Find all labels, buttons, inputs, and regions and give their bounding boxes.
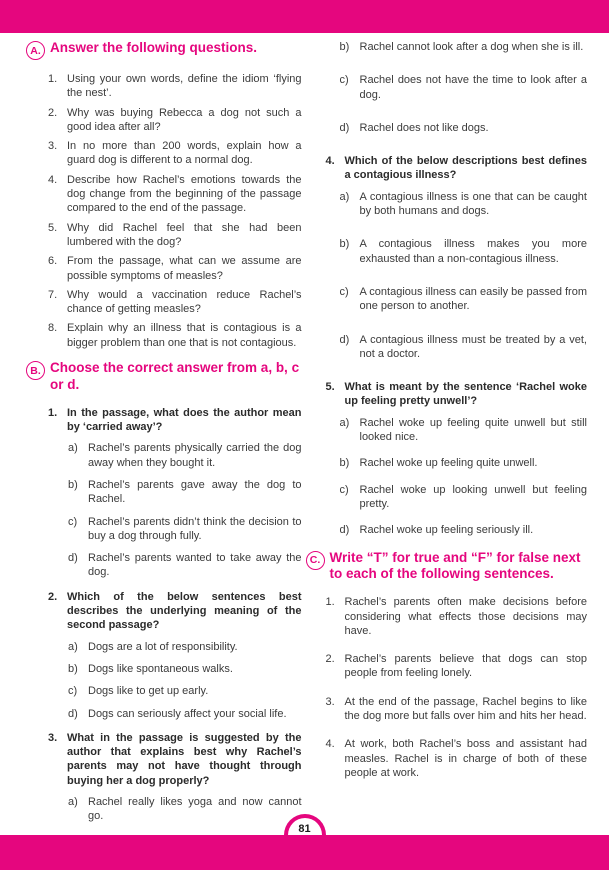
sentence-number: 4. [325,738,335,751]
option-letter: d) [68,707,78,720]
sentence-text: At the end of the passage, Rachel begins to like the dog more but falls over him and hits her head. [344,695,587,723]
left-column [30,40,302,832]
option-letter: c) [339,285,349,298]
question-text: Which of the below descriptions best defines a contagious illness? [344,155,587,182]
b4-option-a [340,190,588,219]
option-letter: a) [68,796,78,809]
question-text: Explain why an illness that is contagious is a bigger problem than one that is not contagious. [67,322,302,349]
option-letter: d) [339,333,350,346]
option-text: Rachel woke up feeling quite unwell. [359,457,538,470]
section-c-header [306,550,588,584]
option-letter: a) [68,442,78,455]
question-number: 7. [48,288,58,301]
question-text: What is meant by the sentence ‘Rachel woke up feeling pretty unwell’? [344,381,587,408]
question-number: 5. [48,221,58,234]
option-letter: b) [339,238,350,251]
sentence-number: 1. [325,596,335,609]
question-number: 1. [48,73,58,85]
option-text: Rachel’s parents wanted to take away the dog. [88,552,302,579]
section-c-sentence-1 [326,595,588,638]
option-text: Rachel’s parents didn’t think the decision to buy a dog through fully. [88,515,302,542]
section-a-letter-badge: A. [26,41,45,60]
option-letter: a) [68,640,78,653]
option-text: Dogs like to get up early. [88,685,209,698]
section-a-question-7 [48,288,302,317]
top-border-bar [0,0,609,33]
section-a-title: Answer the following questions. [50,40,258,55]
b3-option-c [340,73,588,102]
b4-option-b [340,237,588,266]
option-letter: a) [339,190,350,203]
question-number: 4. [325,155,335,168]
b1-option-c [68,515,302,544]
option-text: Rachel cannot look after a dog when she is ill. [359,41,584,53]
question-number: 5. [325,381,335,394]
section-c-sentence-3 [326,695,588,724]
question-number: 2. [48,106,58,119]
option-text: A contagious illness makes you more exhausted than a non-contagious illness. [359,238,587,265]
section-b-question-5 [326,380,588,409]
section-a-question-2 [48,106,302,135]
sentence-text: Rachel’s parents believe that dogs can stop people from feeling lonely. [344,653,587,680]
b3-option-a [68,795,302,824]
option-text: Rachel woke up feeling seriously ill. [359,524,534,537]
bottom-border-bar [0,835,609,870]
section-c-letter-badge: C. [306,551,325,570]
option-text: A contagious illness is one that can be caught by both humans and dogs. [359,190,587,218]
b4-option-d [340,333,588,362]
section-a-question-6 [48,254,302,283]
section-b-question-3 [48,731,302,788]
question-text: Using your own words, define the idiom ‘flying the nest’. [67,73,302,100]
option-letter: d) [339,524,350,537]
option-letter: a) [339,416,350,429]
question-number: 1. [48,406,58,419]
section-c-title: Write “T” for true and “F” for false next to each of the following sentences. [329,549,581,582]
section-b-title: Choose the correct answer from a, b, c or d. [50,360,300,392]
section-b-letter-badge: B. [26,361,45,380]
b1-option-b [68,478,302,507]
option-text: Rachel woke up feeling quite unwell but still looked nice. [359,416,587,444]
question-number: 2. [48,590,58,603]
b5-option-c [340,483,588,512]
option-text: Rachel really likes yoga and now cannot go. [88,796,302,823]
b1-option-d [68,551,302,580]
option-text: Rachel woke up looking unwell but feeling pretty. [359,483,587,510]
option-letter: b) [68,478,78,491]
question-text: In the passage, what does the author mean by ‘carried away’? [67,406,302,434]
question-text: In no more than 200 words, explain how a guard dog is different to a normal dog. [67,140,302,167]
question-text: Which of the below sentences best describes the underlying meaning of the second passage? [67,590,302,632]
section-a-question-3 [48,139,302,168]
section-a-question-5 [48,221,302,250]
section-b-header [26,360,302,394]
question-number: 3. [48,731,58,744]
section-a-question-8 [48,321,302,350]
sentence-number: 2. [325,653,335,666]
sentence-text: Rachel’s parents often make decisions before considering what effects those decisions may have. [344,596,587,637]
option-letter: b) [339,41,350,53]
option-text: Rachel’s parents physically carried the dog away when they bought it. [88,442,302,469]
b2-option-c [68,684,302,698]
b1-option-a [68,441,302,470]
question-number: 8. [48,322,58,335]
section-c-sentence-4 [326,737,588,780]
question-text: From the passage, what can we assume are possible symptoms of measles? [67,255,302,282]
option-text: Dogs like spontaneous walks. [88,662,233,675]
option-letter: d) [339,121,350,134]
option-letter: d) [68,552,78,565]
section-c-sentence-2 [326,652,588,681]
b3-option-b [340,40,588,54]
question-text: Why did Rachel feel that she had been lumbered with the dog? [67,221,302,248]
option-text: A contagious illness can easily be passed from one person to another. [359,285,587,313]
sentence-text: At work, both Rachel’s boss and assistant had measles. Rachel is in charge of both of these people at work. [344,738,587,779]
question-number: 4. [48,173,58,186]
option-letter: b) [339,457,350,470]
question-text: Why would a vaccination reduce Rachel’s chance of getting measles? [67,288,302,316]
option-letter: c) [339,483,349,496]
b5-option-d [340,523,588,537]
b3-option-d [340,121,588,135]
b2-option-b [68,662,302,676]
question-number: 3. [48,140,58,153]
b5-option-a [340,416,588,445]
section-b-question-2 [48,590,302,633]
option-text: Dogs can seriously affect your social life. [88,707,287,720]
option-text: Rachel’s parents gave away the dog to Rachel. [88,478,302,506]
option-text: Rachel does not have the time to look after a dog. [359,74,587,101]
option-letter: c) [68,515,78,528]
question-text: What in the passage is suggested by the author that explains best why Rachel’s parents may not have thought through buying her a dog properly? [67,731,302,787]
option-letter: c) [339,74,349,87]
page-content [30,40,587,832]
b4-option-c [340,285,588,314]
question-number: 6. [48,255,58,268]
b5-option-b [340,456,588,470]
option-text: Rachel does not like dogs. [359,121,489,134]
section-b-question-1 [48,406,302,435]
section-b-question-4 [326,154,588,183]
page-number: 81 [298,823,311,835]
option-text: A contagious illness must be treated by a vet, not a doctor. [359,333,587,360]
option-text: Dogs are a lot of responsibility. [88,640,238,653]
sentence-number: 3. [325,695,335,708]
option-letter: c) [68,685,78,698]
b2-option-a [68,640,302,654]
question-text: Why was buying Rebecca a dog not such a good idea after all? [67,106,302,133]
question-text: Describe how Rachel’s emotions towards the dog change from the beginning of the passage compared to the end of the passage. [67,173,302,215]
section-a-header [26,40,302,60]
section-a-question-4 [48,173,302,216]
b2-option-d [68,707,302,721]
right-column [309,40,588,832]
option-letter: b) [68,662,78,675]
section-a-question-1 [48,72,302,101]
